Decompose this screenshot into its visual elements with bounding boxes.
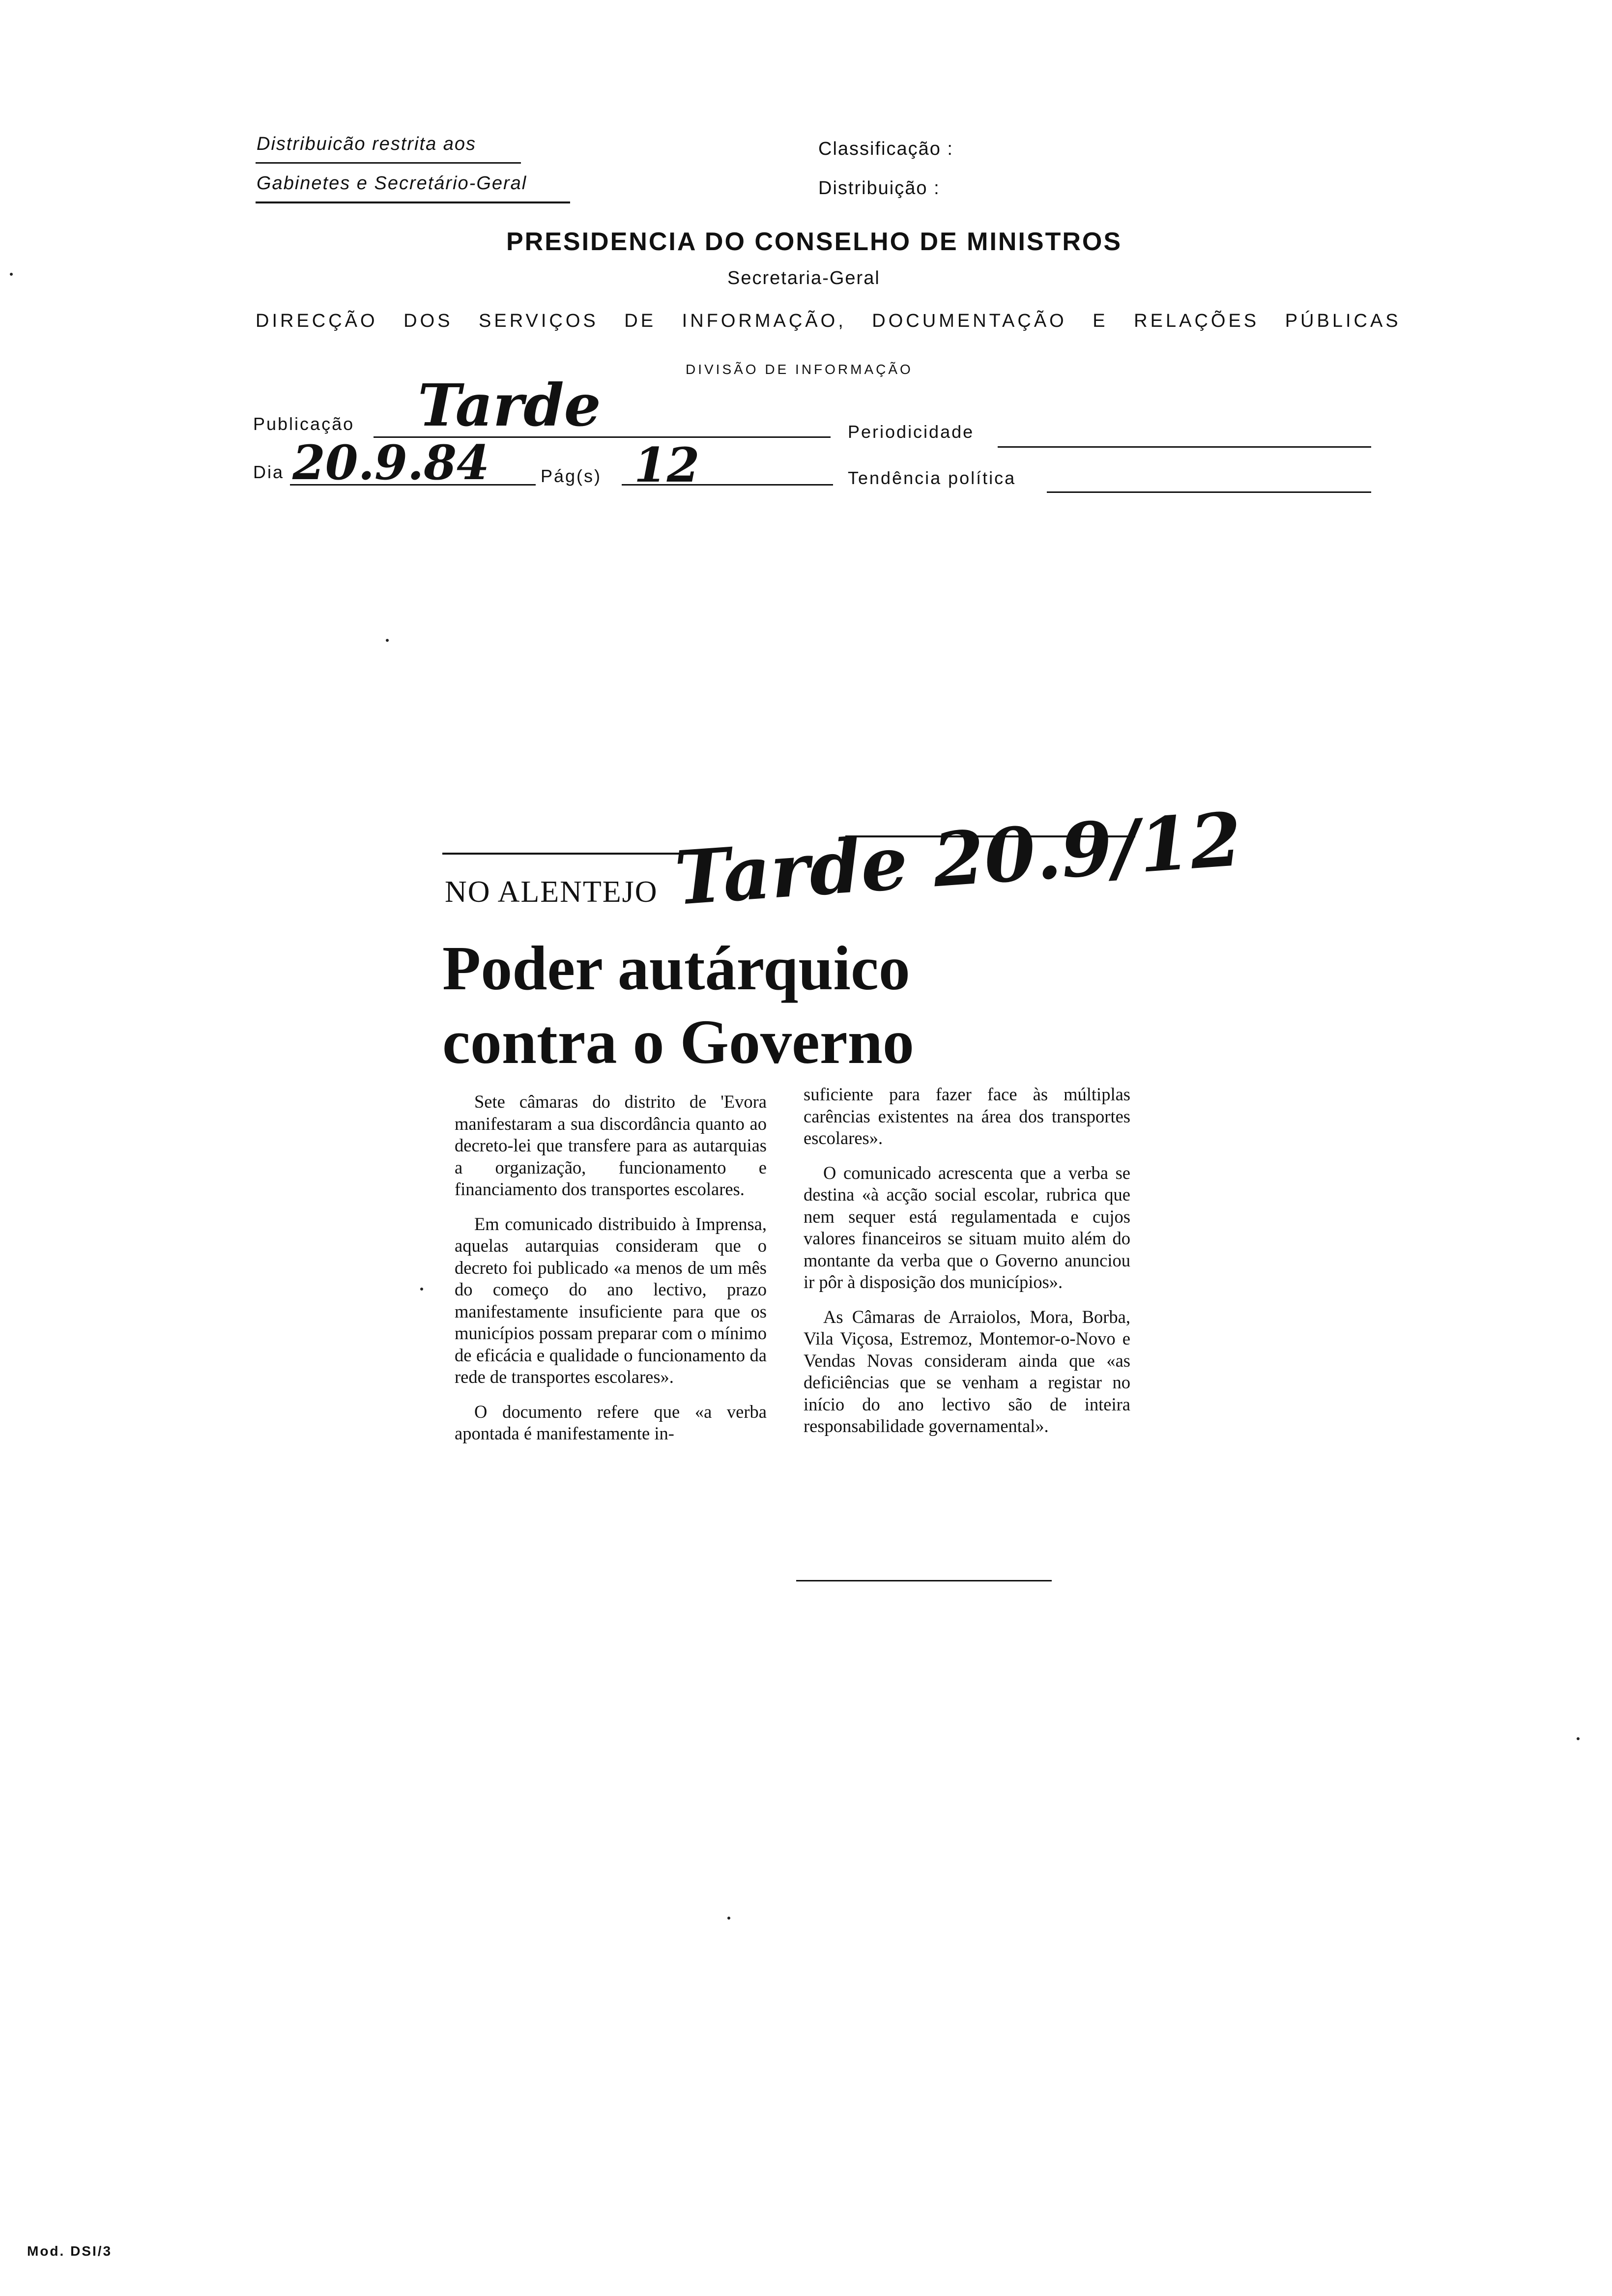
publicacao-label: Publicação [253,414,355,434]
col2-paragraph: As Câmaras de Arraiolos, Mora, Borba, Vila Viçosa, Estremoz, Montemor-o-Novo e Vendas Novas consideram ainda que «as deficiências que se venham a registar no início do ano lectivo são de inteira responsabilidade governamental». [804,1306,1130,1436]
clipping-bottom-rule [796,1580,1052,1581]
dia-label: Dia [253,462,285,482]
article-column-2 [804,1084,1130,1450]
col2-paragraph: O comunicado acrescenta que a verba se destina «à acção social escolar, rubrica que nem sequer está regulamentada e cujos valores financeiros se situam muito além do montante da verba que o Governo anunciou ir pôr à disposição dos municípios». [804,1162,1130,1292]
scan-speck [10,273,13,276]
pags-underline [622,484,833,486]
restriction-underline-1 [256,162,521,164]
restriction-underline-2 [256,201,570,203]
restriction-line-2: Gabinetes e Secretário-Geral [257,173,527,194]
classificacao-label: Classificação : [818,139,953,159]
headline-line-2: contra o Governo [442,1007,914,1077]
distribuicao-label: Distribuição : [818,178,940,199]
form-model-code: Mod. DSI/3 [27,2243,113,2259]
col1-paragraph: Em comunicado distribuido à Imprensa, aquelas autarquias consideram que o decreto foi publicado «a menos de um mês do começo do ano lectivo, prazo manifestamente insuficiente para que os municípios possam preparar com o mínimo de eficácia e qualidade o funcionamento da rede de transportes escolares». [455,1213,767,1387]
col1-paragraph: O documento refere que «a verba apontada é manifestamente in- [455,1401,767,1443]
secretaria-label: Secretaria-Geral [727,268,880,288]
page-title: PRESIDENCIA DO CONSELHO DE MINISTROS [506,228,1123,256]
periodicidade-label: Periodicidade [848,422,975,442]
restriction-line-1: Distribuicão restrita aos [257,134,477,154]
divisao-label: DIVISÃO DE INFORMAÇÃO [686,362,913,377]
article-kicker: NO ALENTEJO [445,875,658,909]
scan-speck [1577,1737,1580,1740]
pags-handwritten-value: 12 [634,437,700,493]
col1-paragraph: Sete câmaras do distrito de 'Evora manifestaram a sua discordância quanto ao decreto-lei que transfere para as autarquias a organização, funcionamento e financiamento dos transportes escolares. [455,1091,767,1199]
periodicidade-underline [998,446,1371,448]
tendencia-underline [1047,491,1371,493]
pags-label: Pág(s) [541,466,602,486]
dia-handwritten-value: 20.9.84 [292,435,489,490]
direccao-label: DIRECÇÃO DOS SERVIÇOS DE INFORMAÇÃO, DOCUMENTAÇÃO E RELAÇÕES PÚBLICAS [256,311,1401,331]
tendencia-label: Tendência política [848,468,1016,488]
dia-underline [290,484,536,486]
clipping-top-rule-left [442,853,708,855]
scan-speck [386,639,389,642]
col2-paragraph: suficiente para fazer face às múltiplas carências existentes na área dos transportes escolares». [804,1084,1130,1148]
publicacao-handwritten-value: Tarde [418,371,601,439]
headline-line-1: Poder autárquico [442,933,910,1003]
scan-speck [727,1917,730,1920]
scan-speck [420,1288,423,1291]
clipping-handwritten-note: Tarde 20.9/12 [672,796,1245,922]
article-column-1 [455,1091,767,1458]
